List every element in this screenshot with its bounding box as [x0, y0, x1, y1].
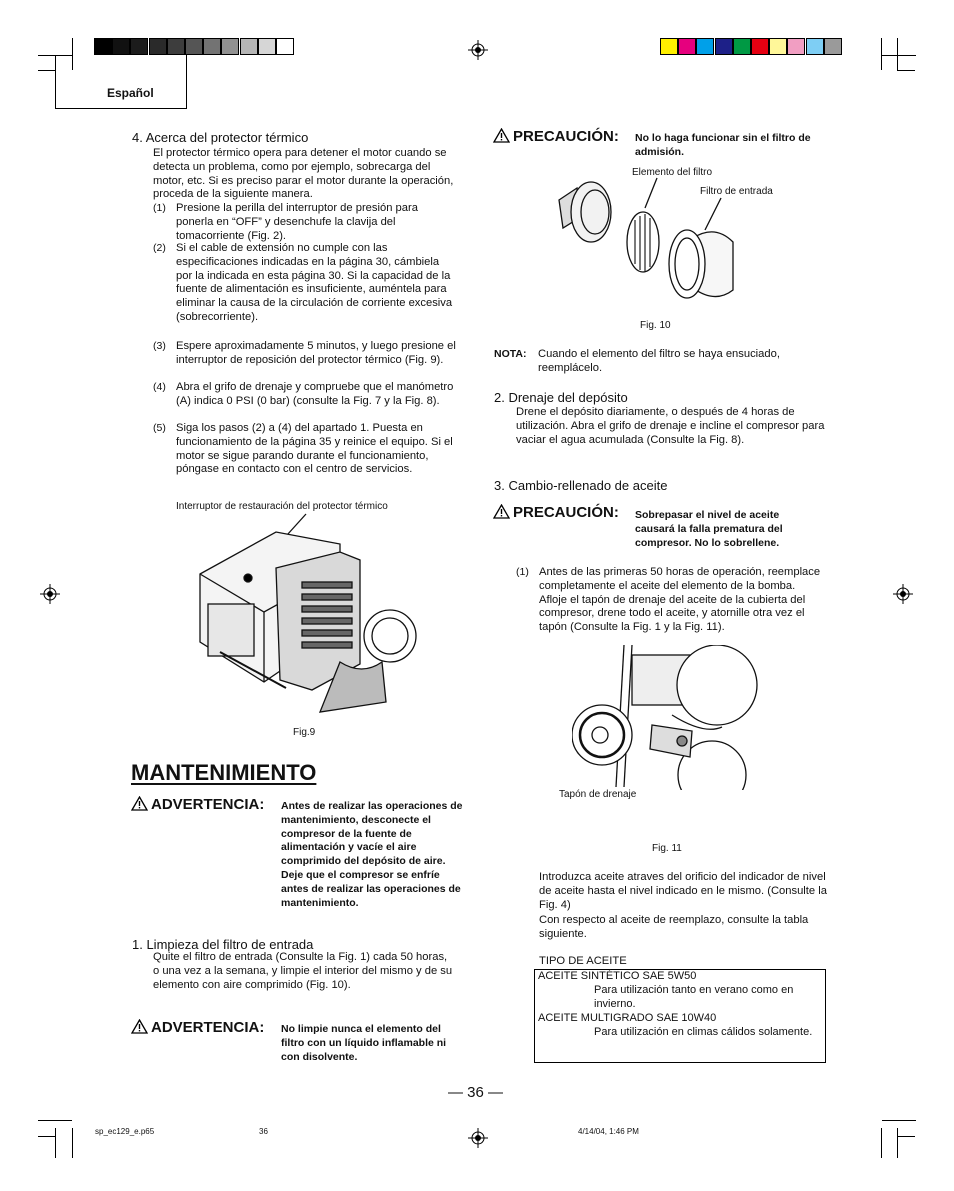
gray-swatch [112, 38, 130, 55]
caution-1-title: PRECAUCIÓN: [493, 128, 619, 145]
oil-intro: Introduzca aceite atraves del orificio del indicador de nivel de aceite hasta el nivel indicado en le mismo. (Consulte la Fig. 4) [539, 871, 827, 911]
warning-1-body: Antes de realizar las operaciones de mantenimiento, desconecte el compresor de la fuente de alimentación y vacíe el aire comprimido del depósito de aire. Deje que el compresor se enfríe antes de realizar las operaciones de mantenimiento. [281, 800, 463, 909]
footer-date: 4/14/04, 1:46 PM [578, 1127, 639, 1136]
gray-swatch [276, 38, 294, 55]
oil-table [534, 969, 826, 1039]
color-swatch [715, 38, 733, 55]
footer-file: sp_ec129_e.p65 [95, 1127, 155, 1136]
fig9-callout: Interruptor de restauración del protector térmico [176, 501, 388, 512]
compressor-thermal-protector-illustration [190, 512, 430, 722]
warning-2-title: ADVERTENCIA: [131, 1019, 264, 1036]
section-4-title: 4. Acerca del protector térmico [132, 130, 309, 145]
registration-mark-icon [40, 584, 60, 604]
warning-1-title: ADVERTENCIA: [131, 796, 264, 813]
list-item: (2) Si el cable de extensión no cumple con las especificaciones indicadas en la página 30, cámbiela por la indicada en esta página 30. Si la capacidad de la fuente de alimentación es insuficiente, auméntela para eliminar la causa de la circulación de corriente excesiva (sobrecorriente). [153, 242, 453, 323]
warning-triangle-icon [131, 796, 148, 811]
section-2-title: 2. Drenaje del depósito [494, 390, 628, 405]
fig10-label-filter: Filtro de entrada [700, 186, 773, 197]
color-swatch [678, 38, 696, 55]
compressor-drain-plug-illustration [572, 645, 764, 790]
fig11-label-drain: Tapón de drenaje [559, 789, 637, 800]
note-label: NOTA: [494, 348, 527, 360]
gray-swatch [94, 38, 112, 55]
table-row: ACEITE MULTIGRADO SAE 10W40 [538, 1012, 717, 1024]
caution-1-body: No lo haga funcionar sin el filtro de admisión. [635, 132, 811, 158]
gray-swatch [167, 38, 185, 55]
list-item: (1) Antes de las primeras 50 horas de operación, reemplace completamente el aceite del elemento de la bomba. Afloje el tapón de drenaje del aceite de la cubierta del compresor, drene todo el aceite, y atornille otra vez el tapón (Consulte la Fig. 1 y la Fig. 11). [516, 566, 821, 634]
air-filter-illustration [545, 172, 745, 312]
gray-swatch [203, 38, 221, 55]
color-swatch [769, 38, 787, 55]
page-number: — 36 — [448, 1084, 504, 1101]
color-swatch [787, 38, 805, 55]
oil-reference: Con respecto al aceite de reemplazo, consulte la tabla siguiente. [539, 914, 809, 940]
color-swatch [733, 38, 751, 55]
gray-swatch [221, 38, 239, 55]
gray-swatch [240, 38, 258, 55]
warning-triangle-icon [493, 128, 510, 143]
section-1-title: 1. Limpieza del filtro de entrada [132, 937, 314, 952]
section-2-text: Drene el depósito diariamente, o después de 4 horas de utilización. Abra el grifo de drenaje e incline el compresor para vaciar el agua acumulada (Consulte la Fig. 8). [516, 406, 825, 446]
color-swatch [660, 38, 678, 55]
list-item: (1) Presione la perilla del interruptor de presión para ponerla en “OFF” y desenchufe la clavija del tomacorriente (Fig. 2). [153, 202, 418, 242]
language-label: Español [107, 86, 154, 100]
fig9-caption: Fig.9 [293, 727, 316, 738]
fig11-caption: Fig. 11 [652, 843, 682, 854]
color-swatch [751, 38, 769, 55]
section-4-intro: El protector térmico opera para detener el motor cuando se detecta un problema, como por ejemplo, sobrecarga del motor, etc. Si es preciso parar el motor durante la operación, proceda de la siguiente manera. [153, 147, 454, 201]
language-tab [55, 55, 187, 109]
table-row: ACEITE SINTÉTICO SAE 5W50 [538, 970, 697, 982]
section-3-title: 3. Cambio-rellenado de aceite [494, 478, 668, 493]
list-item: (3) Espere aproximadamente 5 minutos, y luego presione el interruptor de reposición del protector térmico (Fig. 9). [153, 340, 456, 366]
gray-swatch [130, 38, 148, 55]
note-text: Cuando el elemento del filtro se haya ensuciado, reemplácelo. [538, 348, 780, 374]
caution-2-body: Sobrepasar el nivel de aceite causará la falla prematura del compresor. No lo sobrellene. [635, 509, 783, 549]
section-1-text: Quite el filtro de entrada (Consulte la Fig. 1) cada 50 horas, o una vez a la semana, y limpie el interior del mismo y de su elemento con aire comprimido (Fig. 10). [153, 951, 453, 991]
table-row: Para utilización tanto en verano como en invierno. [594, 984, 794, 1010]
registration-mark-icon [893, 584, 913, 604]
fig10-label-element: Elemento del filtro [632, 167, 713, 178]
list-item: (5) Siga los pasos (2) a (4) del apartado 1. Puesta en funcionamiento de la página 35 y reinice el equipo. Si el motor se sigue parando durante el funcionamiento, póngase en contacto con el centro de servicios. [153, 422, 453, 476]
gray-swatch [185, 38, 203, 55]
gray-swatch [149, 38, 167, 55]
warning-triangle-icon [493, 504, 510, 519]
color-swatch [824, 38, 842, 55]
footer-page: 36 [259, 1127, 268, 1136]
caution-2-title: PRECAUCIÓN: [493, 504, 619, 521]
gray-swatch [258, 38, 276, 55]
warning-triangle-icon [131, 1019, 148, 1034]
maintenance-heading: MANTENIMIENTO [131, 760, 317, 785]
color-swatch [806, 38, 824, 55]
oil-table-heading: TIPO DE ACEITE [539, 955, 627, 967]
warning-2-body: No limpie nunca el elemento del filtro con un líquido inflamable ni con disolvente. [281, 1023, 447, 1063]
list-item: (4) Abra el grifo de drenaje y compruebe que el manómetro (A) indica 0 PSI (0 bar) (consulte la Fig. 7 y la Fig. 8). [153, 381, 454, 407]
registration-mark-icon [468, 40, 488, 60]
registration-mark-icon [468, 1128, 488, 1148]
fig10-caption: Fig. 10 [640, 320, 671, 331]
table-row: Para utilización en climas cálidos solamente. [594, 1026, 813, 1038]
color-swatch [696, 38, 714, 55]
